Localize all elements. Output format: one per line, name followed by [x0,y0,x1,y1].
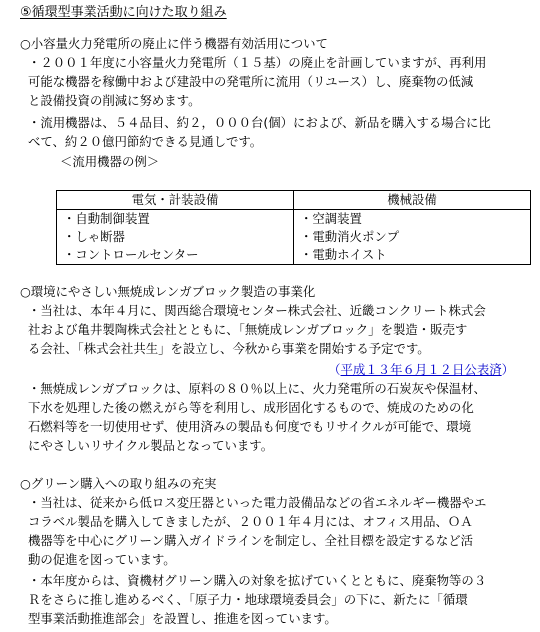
column-header-electrical: 電気・計装設備 [57,191,294,210]
text-line: にやさしいリサイクル製品となっています。 [28,438,274,453]
section-heading-reuse: ○小容量火力発電所の廃止に伴う機器有効活用について [20,36,328,51]
text-line: ・無焼成レンガブロックは、原料の８０％以上に、火力発電所の石炭灰や保温材、 [28,381,486,396]
text-line: 可能な機器を稼働中および建設中の発電所に流用（リユース）し、廃棄物の低減 [28,74,474,89]
text-line: コラベル製品を購入してきましたが、２００１年４月には、オフィス用品、ＯＡ [28,514,473,529]
table-row [57,210,531,265]
bullet-paragraph [28,301,540,358]
list-item: ・コントロールセンター [63,247,199,262]
text-line: 動の促進を図っています。 [28,552,176,567]
table-cell-mechanical [294,210,531,265]
bullet-paragraph [28,379,540,455]
text-line: 社および亀井製陶株式会社とともに、「無焼成レンガブロック」を製造・販売す [28,322,468,337]
column-header-mechanical: 機械設備 [294,191,531,210]
list-item: ・しゃ断器 [63,229,125,244]
text-line: ・当社は、本年４月に、関西総合環境センター株式会社、近畿コンクリート株式会 [28,303,486,318]
bullet-paragraph [28,53,540,110]
list-item: ・電動消火ポンプ [300,229,400,244]
text-line: 下水を処理した後の燃えがら等を利用し、成形固化するもので、焼成のための化 [28,400,474,415]
bullet-paragraph [28,571,540,628]
text-line: Ｒをさらに推し進めるべく、「原子力・地球環境委員会」の下に、新たに「循環 [28,592,468,607]
text-line: ・２００１年度に小容量火力発電所（１５基）の廃止を計画していますが、再利用 [28,55,487,70]
table-cell-electrical [57,210,294,265]
list-item: ・空調装置 [300,211,362,226]
bullet-paragraph [28,493,540,569]
text-line: る会社、「株式会社共生」を設立し、今秋から事業を開始する予定です。 [28,341,430,356]
section-heading-brick: ○環境にやさしい無焼成レンガブロック製造の事業化 [20,284,316,299]
paren-close: ） [501,362,514,377]
paren-open: （ [328,362,341,377]
reused-equipment-table [56,190,531,265]
page-title: ⑤循環型事業活動に向けた取り組み [20,5,227,20]
list-item: ・電動ホイスト [300,247,387,262]
text-line: 機器等を中心にグリーン購入ガイドラインを制定し、全社目標を設定するなど活 [28,533,474,548]
text-line: 型事業活動推進部会」を設置し、推進を図っています。 [28,611,337,626]
text-line: 石燃料等を一切使用せず、使用済みの製品も何度でもリサイクルが可能で、環境 [28,419,472,434]
text-line: と設備投資の削減に努めます。 [28,93,201,108]
bullet-paragraph [28,113,540,151]
section-heading-green-purchase: ○グリーン購入への取り組みの充実 [20,476,217,491]
text-line: ・当社は、従来から低ロス変圧器といった電力設備品などの省エネルギー機器やエ [28,495,487,510]
table-header-row [57,191,531,210]
press-release-link[interactable]: 平成１３年６月１２日公表済 [340,362,502,377]
press-release-reference [328,360,514,379]
text-line: べて、約２０億円節約できる見通しです。 [28,134,263,149]
text-line: ・流用機器は、５４品目、約２，０００台(個）におよび、新品を購入する場合に比 [28,115,491,130]
list-item: ・自動制御装置 [63,211,150,226]
text-line: ・本年度からは、資機材グリーン購入の対象を拡げていくとともに、廃棄物等の３ [28,573,487,588]
table-caption: ＜流用機器の例＞ [60,154,160,169]
